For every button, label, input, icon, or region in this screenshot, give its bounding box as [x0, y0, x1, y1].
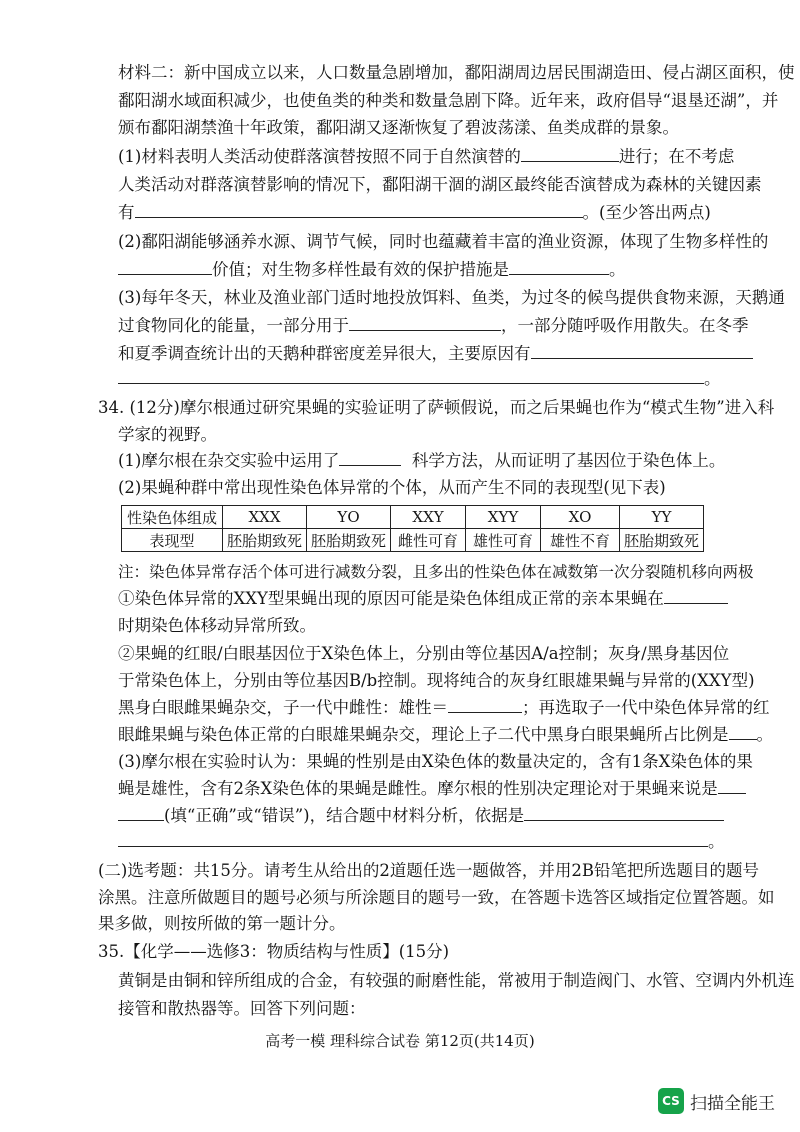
table-cell: YY: [620, 506, 704, 529]
scanner-watermark: [658, 1088, 775, 1114]
elective-line1: (二)选考题：共15分。请考生从给出的2道题任选一题做答，并用2B铅笔把所选题目的题号: [98, 861, 759, 880]
elective-line2: 涂黑。注意所做题目的题号必须与所涂题目的题号一致，在答题卡选答区域指定位置答题。如: [98, 888, 775, 907]
table-cell: XO: [541, 506, 620, 529]
q34-p3-line4: 。: [118, 831, 725, 853]
answer-blank[interactable]: [118, 832, 708, 847]
material2-line2: 鄱阳湖水域面积减少，也使鱼类的种类和数量急剧下降。近年来，政府倡导“退垦还湖”，并: [118, 91, 779, 110]
answer-blank[interactable]: [135, 203, 583, 218]
table-cell: XXX: [223, 506, 307, 529]
camscanner-icon: CS: [658, 1088, 684, 1114]
q34-part1: (1)摩尔根在杂交实验中运用了 科学方法，从而证明了基因位于染色体上。: [118, 451, 726, 470]
answer-blank[interactable]: [118, 369, 704, 384]
answer-blank[interactable]: [524, 806, 724, 821]
answer-blank[interactable]: [521, 147, 619, 162]
table-cell: 雄性可育: [466, 529, 541, 552]
q2-line1: (2)鄱阳湖能够涵养水源、调节气候，同时也蕴藏着丰富的渔业资源，体现了生物多样性的: [118, 232, 769, 251]
q3-line1: (3)每年冬天，林业及渔业部门适时地投放饵料、鱼类，为过冬的候鸟提供食物来源，天鹅通: [118, 288, 785, 307]
table-note: 注：染色体异常存活个体可进行减数分裂，且多出的性染色体在减数第一次分裂随机移向两极: [118, 563, 754, 581]
q3-line3: 和夏季调查统计出的天鹅种群密度差异很大，主要原因有: [118, 343, 753, 365]
q3-line2: 过食物同化的能量，一部分用于 ，一部分随呼吸作用散失。在冬季: [118, 316, 749, 335]
table-cell: 表现型: [122, 529, 223, 552]
q34-heading: 34. (12分)摩尔根通过研究果蝇的实验证明了萨顿假说，而之后果蝇也作为“模式生物”进入科: [98, 398, 775, 417]
answer-blank[interactable]: [729, 725, 757, 740]
answer-blank[interactable]: [531, 344, 753, 359]
table-cell: 胚胎期致死: [307, 529, 391, 552]
q34-c2-line2: 于常染色体上，分别由等位基因B/b控制。现将纯合的灰身红眼雄果蝇与异常的(XXY型): [118, 671, 755, 690]
q2-line2: 价值；对生物多样性最有效的保护措施是 。: [118, 259, 626, 281]
answer-blank[interactable]: [118, 260, 212, 275]
q3-line4: 。: [118, 368, 721, 390]
table-cell: 胚胎期致死: [620, 529, 704, 552]
q34-part2: (2)果蝇种群中常出现性染色体异常的个体，从而产生不同的表现型(见下表): [118, 478, 666, 497]
q35-line1: 黄铜是由铜和锌所组成的合金，有较强的耐磨性能，常被用于制造阀门、水管、空调内外机连: [118, 971, 795, 990]
q1-line1: (1)材料表明人类活动使群落演替按照不同于自然演替的 进行；在不考虑: [118, 147, 735, 166]
q34-c1-line1: ①染色体异常的XXY型果蝇出现的原因可能是染色体组成正常的亲本果蝇在: [118, 588, 728, 610]
table-cell: 雄性不育: [541, 529, 620, 552]
table-cell: 雌性可育: [391, 529, 466, 552]
q34-heading-cont: 学家的视野。: [118, 425, 217, 444]
table-cell: 胚胎期致死: [223, 529, 307, 552]
answer-blank[interactable]: [509, 260, 609, 275]
table-cell: XYY: [466, 506, 541, 529]
watermark-text: 扫描全能王: [690, 1093, 775, 1114]
table-row: [122, 506, 704, 529]
answer-blank[interactable]: [448, 698, 522, 713]
q34-c2-line3: 黑身白眼雌果蝇杂交，子一代中雌性：雄性＝ ；再选取子一代中染色体异常的红: [118, 698, 770, 717]
material2-line1: 材料二：新中国成立以来，人口数量急剧增加，鄱阳湖周边居民围湖造田、侵占湖区面积，使: [118, 63, 795, 82]
q35-line2: 接管和散热器等。回答下列问题：: [118, 999, 366, 1018]
answer-blank[interactable]: [349, 316, 501, 331]
elective-line3: 果多做，则按所做的第一题计分。: [98, 914, 346, 933]
table-cell: YO: [307, 506, 391, 529]
q34-c2-line1: ②果蝇的红眼/白眼基因位于X染色体上，分别由等位基因A/a控制；灰身/黑身基因位: [118, 644, 730, 663]
q1-line3: 有 。(至少答出两点): [118, 203, 711, 222]
table-cell: XXY: [391, 506, 466, 529]
material2-line3: 颁布鄱阳湖禁渔十年政策，鄱阳湖又逐渐恢复了碧波荡漾、鱼类成群的景象。: [118, 118, 679, 137]
table-cell: 性染色体组成: [122, 506, 223, 529]
answer-blank[interactable]: [118, 806, 164, 821]
answer-blank[interactable]: [664, 589, 728, 604]
q34-c2-line4: 眼雌果蝇与染色体正常的白眼雄果蝇杂交，理论上子二代中黑身白眼果蝇所占比例是 。: [118, 725, 773, 744]
q1-line2: 人类活动对群落演替影响的情况下，鄱阳湖干涸的湖区最终能否演替成为森林的关键因素: [118, 175, 762, 194]
karyotype-table: [121, 505, 704, 552]
answer-blank[interactable]: [718, 779, 746, 794]
q34-p3-line2: 蝇是雄性，含有2条X染色体的果蝇是雌性。摩尔根的性别决定理论对于果蝇来说是: [118, 778, 746, 800]
q34-p3-line3: (填“正确”或“错误”)，结合题中材料分析，依据是: [118, 805, 724, 827]
page-footer: 高考一模 理科综合试卷 第12页(共14页): [265, 1032, 535, 1050]
q34-p3-line1: (3)摩尔根在实验时认为：果蝇的性别是由X染色体的数量决定的，含有1条X染色体的果: [118, 752, 753, 771]
table-row: [122, 529, 704, 552]
answer-blank[interactable]: [339, 451, 401, 466]
q35-heading: 35.【化学——选修3：物质结构与性质】(15分): [98, 942, 450, 961]
q34-c1-line2: 时期染色体移动异常所致。: [118, 616, 316, 635]
